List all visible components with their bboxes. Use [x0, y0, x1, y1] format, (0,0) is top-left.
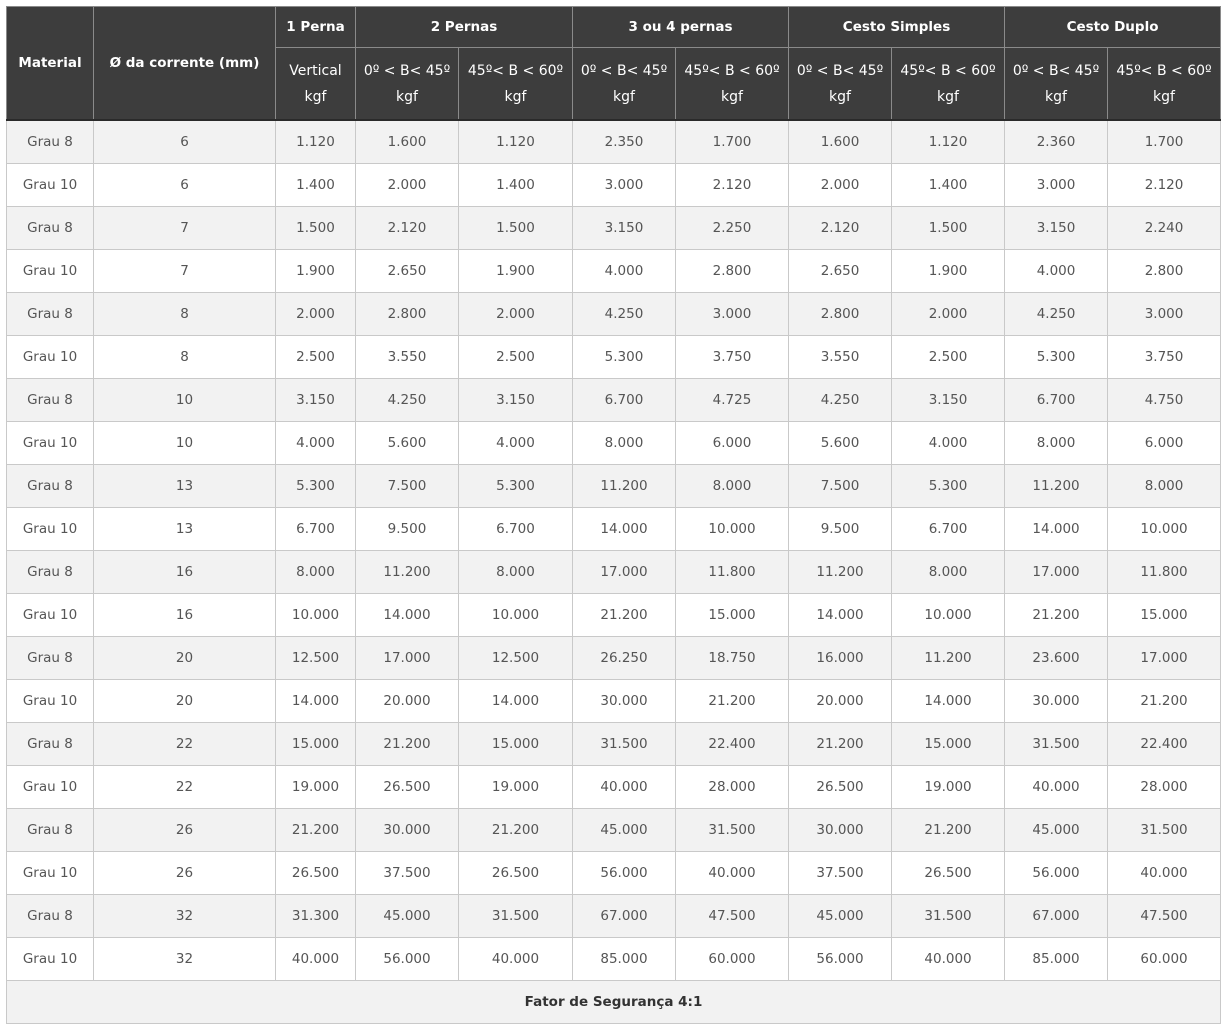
capacity-cell: 2.120	[789, 207, 892, 250]
subheader-angle: 45º< B < 60º	[1116, 62, 1212, 79]
capacity-cell: 5.600	[789, 422, 892, 465]
material-cell: Grau 10	[7, 508, 94, 551]
capacity-cell: 17.000	[1005, 551, 1108, 594]
table-row	[7, 336, 1221, 379]
capacity-cell: 8.000	[1005, 422, 1108, 465]
capacity-cell: 1.400	[459, 164, 573, 207]
capacity-cell: 45.000	[573, 809, 676, 852]
capacity-cell: 6.700	[573, 379, 676, 422]
capacity-cell: 5.300	[459, 465, 573, 508]
material-cell: Grau 10	[7, 680, 94, 723]
subheader-cell	[892, 48, 1005, 121]
diameter-cell: 8	[94, 336, 276, 379]
table-body	[7, 120, 1221, 981]
capacity-cell: 14.000	[1005, 508, 1108, 551]
table-row	[7, 207, 1221, 250]
capacity-cell: 11.200	[573, 465, 676, 508]
material-cell: Grau 10	[7, 250, 94, 293]
capacity-cell: 1.120	[892, 120, 1005, 164]
capacity-cell: 11.200	[1005, 465, 1108, 508]
capacity-cell: 2.120	[1108, 164, 1221, 207]
capacity-cell: 2.120	[676, 164, 789, 207]
capacity-cell: 31.500	[892, 895, 1005, 938]
capacity-cell: 2.250	[676, 207, 789, 250]
capacity-cell: 2.350	[573, 120, 676, 164]
diameter-cell: 6	[94, 120, 276, 164]
capacity-cell: 11.800	[676, 551, 789, 594]
capacity-cell: 11.200	[789, 551, 892, 594]
capacity-cell: 30.000	[573, 680, 676, 723]
capacity-cell: 30.000	[789, 809, 892, 852]
capacity-cell: 8.000	[676, 465, 789, 508]
capacity-cell: 37.500	[356, 852, 459, 895]
capacity-cell: 8.000	[1108, 465, 1221, 508]
capacity-cell: 12.500	[459, 637, 573, 680]
capacity-cell: 60.000	[676, 938, 789, 981]
capacity-cell: 1.400	[276, 164, 356, 207]
capacity-cell: 6.000	[676, 422, 789, 465]
capacity-cell: 3.000	[1108, 293, 1221, 336]
header-group-2-pernas: 2 Pernas	[356, 7, 573, 48]
capacity-cell: 6.700	[1005, 379, 1108, 422]
capacity-cell: 7.500	[789, 465, 892, 508]
capacity-cell: 2.800	[1108, 250, 1221, 293]
material-cell: Grau 10	[7, 938, 94, 981]
capacity-cell: 15.000	[276, 723, 356, 766]
table-row	[7, 723, 1221, 766]
capacity-cell: 56.000	[1005, 852, 1108, 895]
capacity-cell: 40.000	[676, 852, 789, 895]
capacity-cell: 14.000	[892, 680, 1005, 723]
capacity-cell: 21.200	[1108, 680, 1221, 723]
table-wrapper	[6, 6, 1220, 1024]
subheader-unit: kgf	[1153, 88, 1175, 105]
capacity-cell: 40.000	[892, 938, 1005, 981]
subheader-unit: kgf	[504, 88, 527, 105]
capacity-cell: 1.900	[276, 250, 356, 293]
capacity-cell: 4.000	[276, 422, 356, 465]
capacity-cell: 4.000	[892, 422, 1005, 465]
capacity-cell: 21.200	[1005, 594, 1108, 637]
capacity-cell: 26.500	[892, 852, 1005, 895]
capacity-cell: 16.000	[789, 637, 892, 680]
diameter-cell: 20	[94, 680, 276, 723]
subheader-angle: 0º < B< 45º	[363, 62, 451, 79]
capacity-cell: 26.250	[573, 637, 676, 680]
capacity-cell: 6.700	[276, 508, 356, 551]
capacity-cell: 31.500	[459, 895, 573, 938]
capacity-cell: 40.000	[459, 938, 573, 981]
capacity-cell: 85.000	[1005, 938, 1108, 981]
capacity-cell: 3.150	[892, 379, 1005, 422]
capacity-cell: 47.500	[1108, 895, 1221, 938]
table-row	[7, 379, 1221, 422]
capacity-cell: 15.000	[676, 594, 789, 637]
capacity-cell: 7.500	[356, 465, 459, 508]
capacity-cell: 37.500	[789, 852, 892, 895]
capacity-cell: 21.200	[459, 809, 573, 852]
capacity-cell: 28.000	[1108, 766, 1221, 809]
header-diameter: Ø da corrente (mm)	[94, 7, 276, 121]
capacity-cell: 2.000	[276, 293, 356, 336]
capacity-cell: 1.700	[1108, 120, 1221, 164]
table-row	[7, 938, 1221, 981]
capacity-cell: 21.200	[356, 723, 459, 766]
capacity-cell: 5.300	[276, 465, 356, 508]
capacity-cell: 5.300	[1005, 336, 1108, 379]
capacity-cell: 10.000	[676, 508, 789, 551]
capacity-cell: 10.000	[1108, 508, 1221, 551]
capacity-cell: 19.000	[276, 766, 356, 809]
diameter-cell: 32	[94, 895, 276, 938]
capacity-cell: 22.400	[1108, 723, 1221, 766]
capacity-cell: 3.550	[356, 336, 459, 379]
subheader-angle: 0º < B< 45º	[580, 62, 668, 79]
capacity-cell: 2.120	[356, 207, 459, 250]
safety-factor-footer: Fator de Segurança 4:1	[7, 981, 1221, 1024]
capacity-cell: 56.000	[573, 852, 676, 895]
material-cell: Grau 8	[7, 723, 94, 766]
material-cell: Grau 8	[7, 637, 94, 680]
header-group-1-perna: 1 Perna	[276, 7, 356, 48]
capacity-cell: 2.000	[789, 164, 892, 207]
capacity-cell: 3.150	[276, 379, 356, 422]
capacity-cell: 1.400	[892, 164, 1005, 207]
material-cell: Grau 10	[7, 164, 94, 207]
capacity-cell: 14.000	[356, 594, 459, 637]
capacity-cell: 12.500	[276, 637, 356, 680]
capacity-cell: 4.250	[573, 293, 676, 336]
diameter-cell: 26	[94, 852, 276, 895]
capacity-cell: 17.000	[1108, 637, 1221, 680]
subheader-angle: 0º < B< 45º	[796, 62, 884, 79]
capacity-cell: 6.000	[1108, 422, 1221, 465]
capacity-cell: 11.200	[356, 551, 459, 594]
capacity-cell: 1.120	[276, 120, 356, 164]
capacity-cell: 45.000	[356, 895, 459, 938]
capacity-cell: 8.000	[276, 551, 356, 594]
material-cell: Grau 8	[7, 379, 94, 422]
capacity-cell: 45.000	[789, 895, 892, 938]
capacity-cell: 3.750	[676, 336, 789, 379]
capacity-cell: 31.500	[1108, 809, 1221, 852]
capacity-cell: 6.700	[459, 508, 573, 551]
material-cell: Grau 10	[7, 594, 94, 637]
table-row	[7, 250, 1221, 293]
capacity-cell: 30.000	[356, 809, 459, 852]
capacity-cell: 8.000	[573, 422, 676, 465]
material-cell: Grau 10	[7, 422, 94, 465]
capacity-cell: 2.800	[789, 293, 892, 336]
table-row	[7, 895, 1221, 938]
capacity-cell: 9.500	[789, 508, 892, 551]
diameter-cell: 22	[94, 723, 276, 766]
subheader-unit: kgf	[304, 88, 327, 105]
table-row	[7, 422, 1221, 465]
capacity-cell: 1.500	[892, 207, 1005, 250]
subheader-unit: kgf	[613, 88, 635, 105]
capacity-cell: 31.500	[573, 723, 676, 766]
capacity-cell: 56.000	[356, 938, 459, 981]
capacity-cell: 23.600	[1005, 637, 1108, 680]
capacity-cell: 11.200	[892, 637, 1005, 680]
capacity-cell: 10.000	[892, 594, 1005, 637]
table-row	[7, 680, 1221, 723]
header-material: Material	[7, 7, 94, 121]
capacity-cell: 4.250	[356, 379, 459, 422]
capacity-cell: 21.200	[573, 594, 676, 637]
capacity-cell: 2.650	[789, 250, 892, 293]
capacity-cell: 5.600	[356, 422, 459, 465]
material-cell: Grau 8	[7, 551, 94, 594]
capacity-cell: 21.200	[276, 809, 356, 852]
capacity-cell: 4.725	[676, 379, 789, 422]
subheader-unit: kgf	[829, 88, 851, 105]
capacity-cell: 40.000	[1005, 766, 1108, 809]
capacity-cell: 4.250	[1005, 293, 1108, 336]
capacity-cell: 2.000	[356, 164, 459, 207]
diameter-cell: 16	[94, 594, 276, 637]
capacity-cell: 14.000	[573, 508, 676, 551]
capacity-cell: 31.300	[276, 895, 356, 938]
capacity-cell: 21.200	[789, 723, 892, 766]
subheader-angle: Vertical	[289, 62, 342, 79]
capacity-cell: 3.750	[1108, 336, 1221, 379]
capacity-cell: 22.400	[676, 723, 789, 766]
table-row	[7, 293, 1221, 336]
diameter-cell: 32	[94, 938, 276, 981]
table-row	[7, 637, 1221, 680]
subheader-unit: kgf	[937, 88, 959, 105]
subheader-cell	[676, 48, 789, 121]
capacity-cell: 4.750	[1108, 379, 1221, 422]
table-row	[7, 465, 1221, 508]
table-row	[7, 852, 1221, 895]
capacity-cell: 2.500	[276, 336, 356, 379]
table-row	[7, 120, 1221, 164]
capacity-cell: 3.150	[1005, 207, 1108, 250]
material-cell: Grau 8	[7, 809, 94, 852]
capacity-cell: 14.000	[459, 680, 573, 723]
capacity-cell: 4.250	[789, 379, 892, 422]
capacity-cell: 85.000	[573, 938, 676, 981]
subheader-cell	[573, 48, 676, 121]
subheader-angle: 45º< B < 60º	[900, 62, 996, 79]
diameter-cell: 22	[94, 766, 276, 809]
capacity-cell: 21.200	[676, 680, 789, 723]
subheader-angle: 45º< B < 60º	[467, 62, 564, 79]
table-row	[7, 809, 1221, 852]
capacity-cell: 2.000	[459, 293, 573, 336]
material-cell: Grau 8	[7, 465, 94, 508]
capacity-cell: 15.000	[892, 723, 1005, 766]
capacity-cell: 1.600	[356, 120, 459, 164]
capacity-cell: 8.000	[892, 551, 1005, 594]
capacity-cell: 8.000	[459, 551, 573, 594]
capacity-cell: 20.000	[789, 680, 892, 723]
capacity-cell: 45.000	[1005, 809, 1108, 852]
table-row	[7, 508, 1221, 551]
diameter-cell: 8	[94, 293, 276, 336]
capacity-cell: 26.500	[789, 766, 892, 809]
capacity-cell: 2.800	[676, 250, 789, 293]
subheader-unit: kgf	[396, 88, 418, 105]
capacity-cell: 2.500	[459, 336, 573, 379]
capacity-cell: 5.300	[892, 465, 1005, 508]
capacity-cell: 3.000	[1005, 164, 1108, 207]
diameter-cell: 16	[94, 551, 276, 594]
diameter-cell: 6	[94, 164, 276, 207]
capacity-cell: 67.000	[1005, 895, 1108, 938]
capacity-cell: 10.000	[459, 594, 573, 637]
capacity-cell: 3.150	[459, 379, 573, 422]
header-group-cesto-simples: Cesto Simples	[789, 7, 1005, 48]
capacity-cell: 5.300	[573, 336, 676, 379]
capacity-cell: 31.500	[676, 809, 789, 852]
capacity-cell: 10.000	[276, 594, 356, 637]
capacity-cell: 2.800	[356, 293, 459, 336]
table-row	[7, 164, 1221, 207]
capacity-cell: 3.150	[573, 207, 676, 250]
diameter-cell: 7	[94, 250, 276, 293]
capacity-cell: 2.240	[1108, 207, 1221, 250]
capacity-cell: 2.650	[356, 250, 459, 293]
capacity-cell: 14.000	[276, 680, 356, 723]
diameter-cell: 10	[94, 379, 276, 422]
capacity-cell: 19.000	[459, 766, 573, 809]
capacity-cell: 28.000	[676, 766, 789, 809]
capacity-cell: 1.900	[892, 250, 1005, 293]
diameter-cell: 13	[94, 508, 276, 551]
capacity-cell: 2.360	[1005, 120, 1108, 164]
load-capacity-table	[6, 6, 1221, 1024]
subheader-unit: kgf	[1045, 88, 1067, 105]
subheader-cell	[276, 48, 356, 121]
capacity-cell: 1.500	[276, 207, 356, 250]
material-cell: Grau 10	[7, 336, 94, 379]
subheader-angle: 45º< B < 60º	[684, 62, 780, 79]
capacity-cell: 4.000	[573, 250, 676, 293]
capacity-cell: 9.500	[356, 508, 459, 551]
table-row	[7, 766, 1221, 809]
material-cell: Grau 8	[7, 207, 94, 250]
capacity-cell: 3.000	[676, 293, 789, 336]
subheader-cell	[789, 48, 892, 121]
header-group-cesto-duplo: Cesto Duplo	[1005, 7, 1221, 48]
capacity-cell: 21.200	[892, 809, 1005, 852]
capacity-cell: 56.000	[789, 938, 892, 981]
capacity-cell: 3.000	[573, 164, 676, 207]
capacity-cell: 4.000	[459, 422, 573, 465]
header-group-3-4-pernas: 3 ou 4 pernas	[573, 7, 789, 48]
material-cell: Grau 8	[7, 293, 94, 336]
capacity-cell: 6.700	[892, 508, 1005, 551]
subheader-cell	[459, 48, 573, 121]
material-cell: Grau 10	[7, 852, 94, 895]
diameter-cell: 10	[94, 422, 276, 465]
diameter-cell: 26	[94, 809, 276, 852]
capacity-cell: 14.000	[789, 594, 892, 637]
table-header	[7, 7, 1221, 121]
capacity-cell: 26.500	[356, 766, 459, 809]
capacity-cell: 1.120	[459, 120, 573, 164]
capacity-cell: 4.000	[1005, 250, 1108, 293]
capacity-cell: 40.000	[276, 938, 356, 981]
capacity-cell: 40.000	[1108, 852, 1221, 895]
table-row	[7, 594, 1221, 637]
capacity-cell: 1.900	[459, 250, 573, 293]
table-row	[7, 551, 1221, 594]
capacity-cell: 60.000	[1108, 938, 1221, 981]
capacity-cell: 2.000	[892, 293, 1005, 336]
capacity-cell: 15.000	[1108, 594, 1221, 637]
capacity-cell: 19.000	[892, 766, 1005, 809]
material-cell: Grau 8	[7, 895, 94, 938]
capacity-cell: 17.000	[356, 637, 459, 680]
capacity-cell: 2.500	[892, 336, 1005, 379]
capacity-cell: 15.000	[459, 723, 573, 766]
diameter-cell: 13	[94, 465, 276, 508]
capacity-cell: 17.000	[573, 551, 676, 594]
capacity-cell: 31.500	[1005, 723, 1108, 766]
subheader-cell	[356, 48, 459, 121]
material-cell: Grau 8	[7, 120, 94, 164]
capacity-cell: 18.750	[676, 637, 789, 680]
capacity-cell: 26.500	[276, 852, 356, 895]
capacity-cell: 1.500	[459, 207, 573, 250]
material-cell: Grau 10	[7, 766, 94, 809]
capacity-cell: 1.600	[789, 120, 892, 164]
capacity-cell: 26.500	[459, 852, 573, 895]
capacity-cell: 47.500	[676, 895, 789, 938]
subheader-unit: kgf	[721, 88, 743, 105]
capacity-cell: 3.550	[789, 336, 892, 379]
capacity-cell: 1.700	[676, 120, 789, 164]
capacity-cell: 30.000	[1005, 680, 1108, 723]
diameter-cell: 7	[94, 207, 276, 250]
capacity-cell: 11.800	[1108, 551, 1221, 594]
capacity-cell: 67.000	[573, 895, 676, 938]
subheader-cell	[1005, 48, 1108, 121]
diameter-cell: 20	[94, 637, 276, 680]
subheader-cell	[1108, 48, 1221, 121]
capacity-cell: 20.000	[356, 680, 459, 723]
subheader-angle: 0º < B< 45º	[1012, 62, 1100, 79]
capacity-cell: 40.000	[573, 766, 676, 809]
